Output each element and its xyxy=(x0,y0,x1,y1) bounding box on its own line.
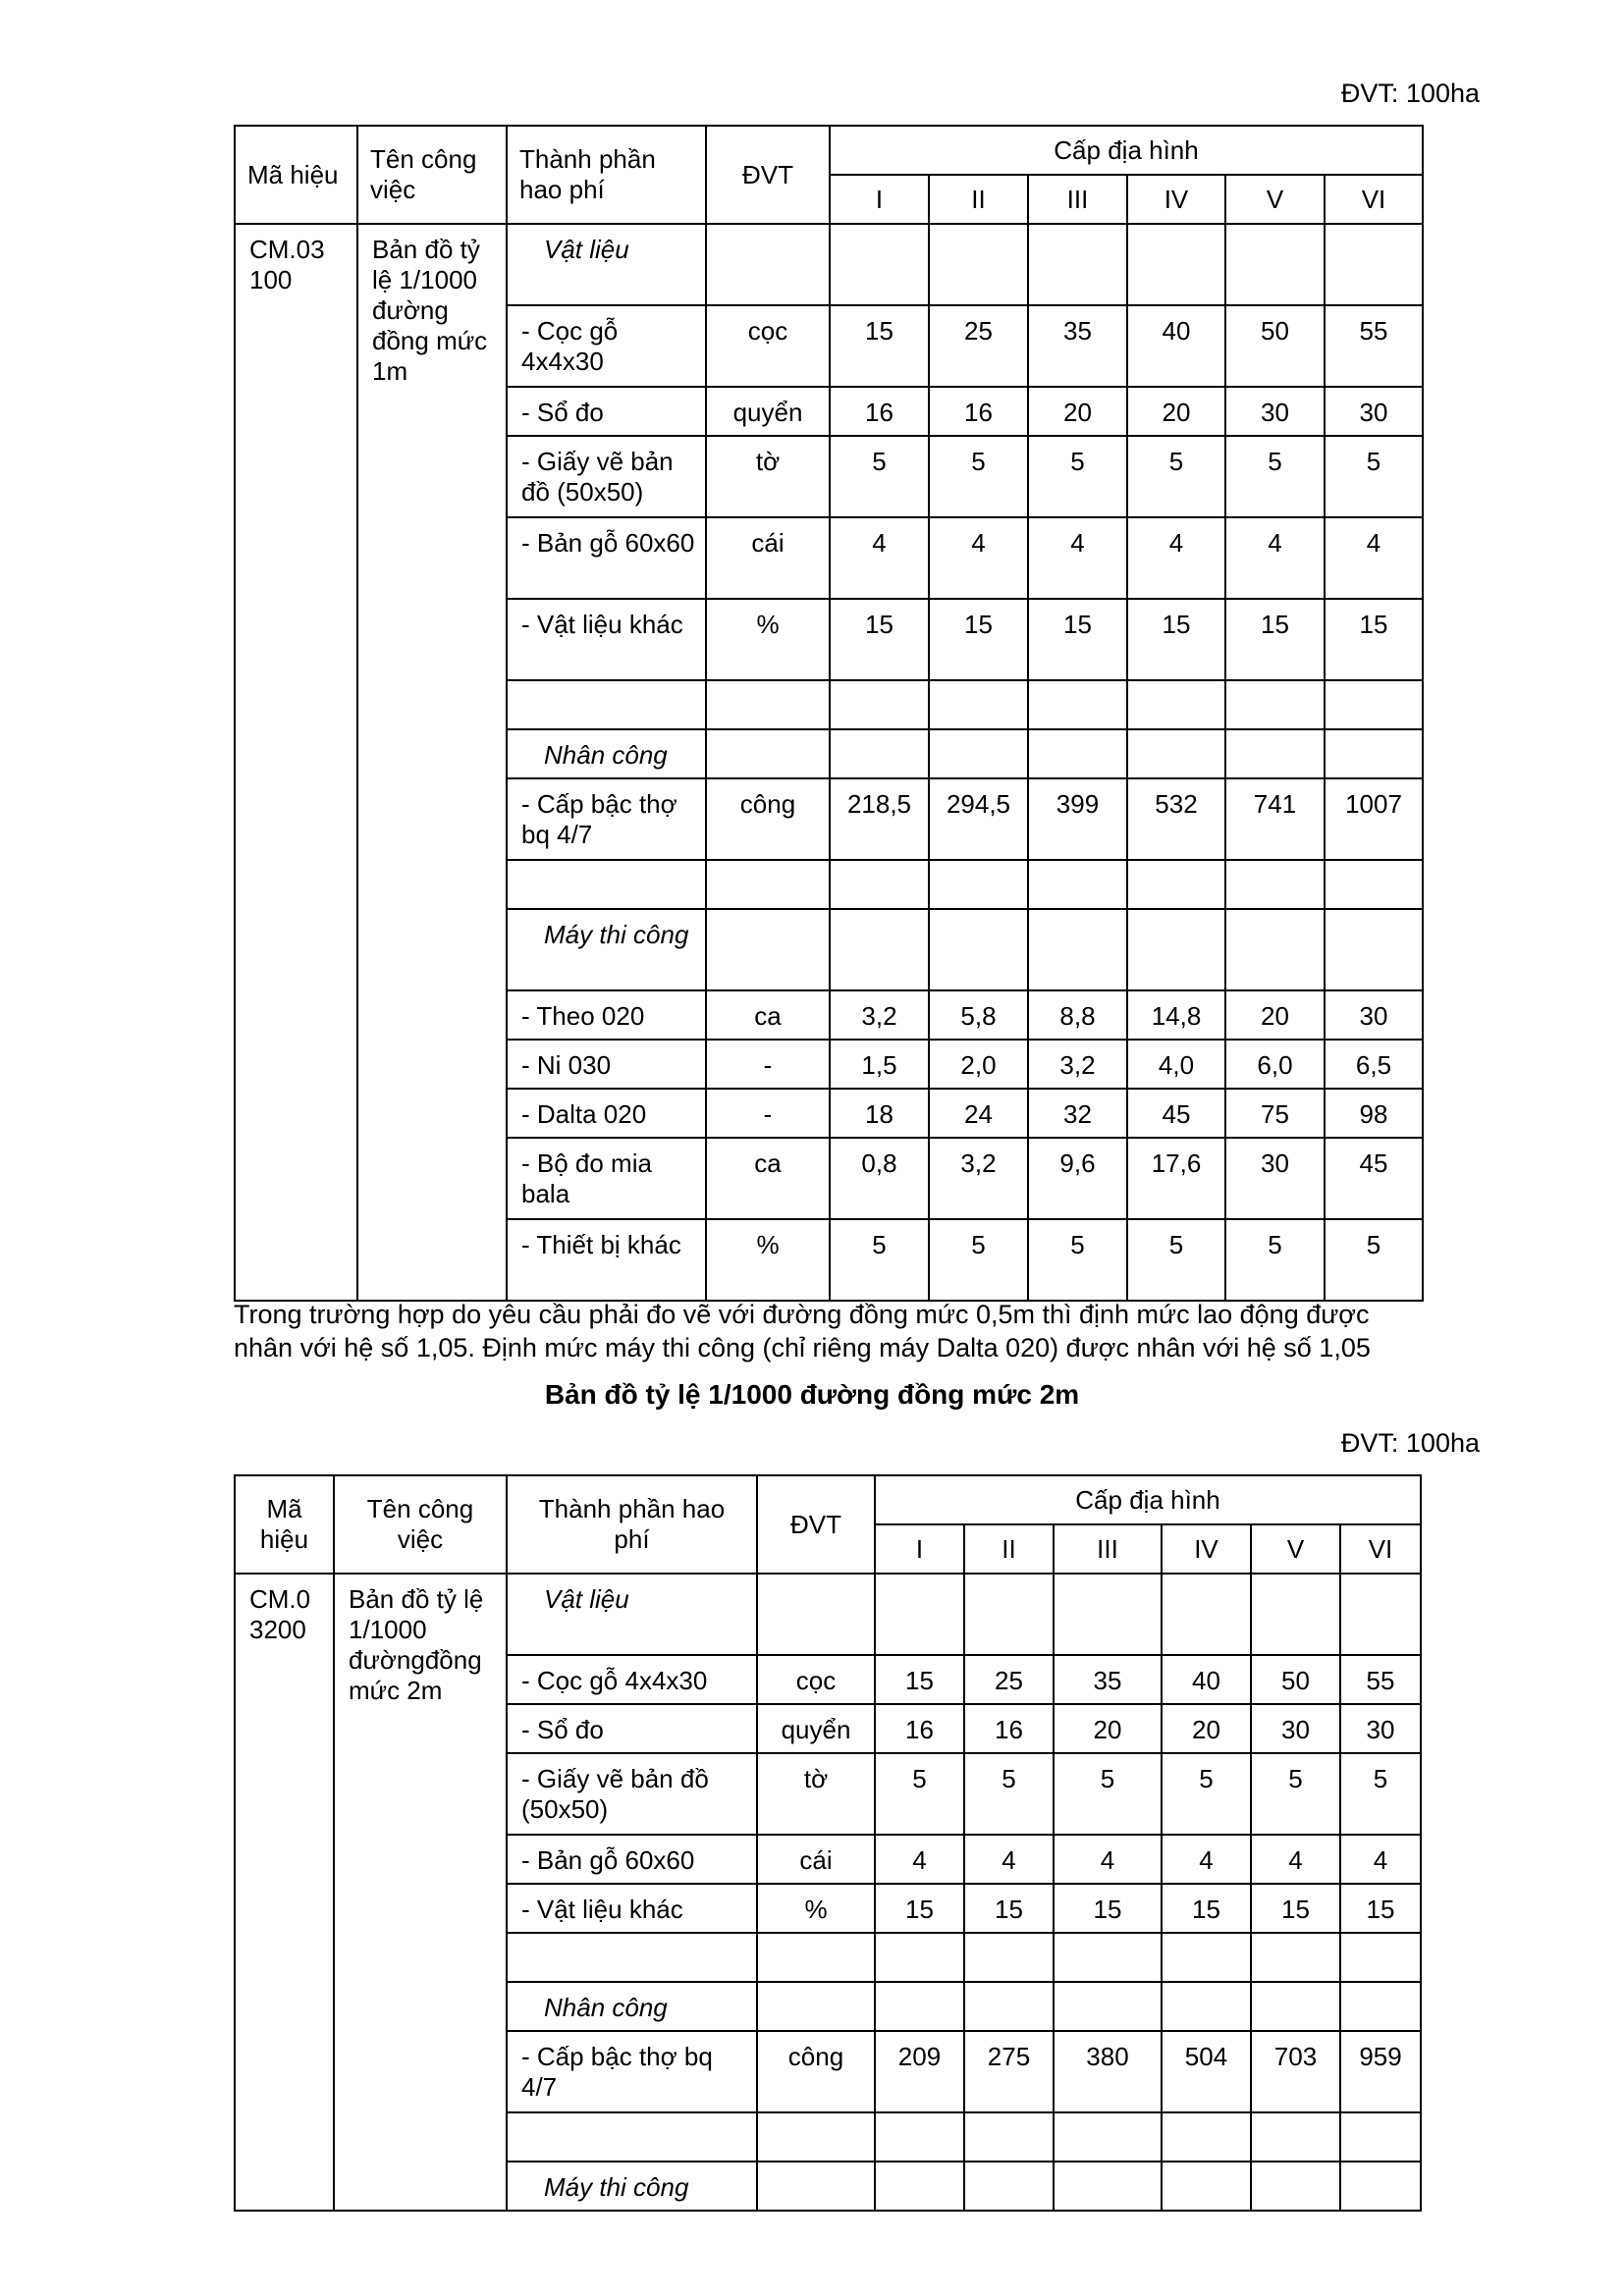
value-cell xyxy=(929,909,1028,990)
value-cell: 5 xyxy=(1127,1219,1225,1301)
value-cell: 1,5 xyxy=(830,1040,929,1089)
unit-cell: tờ xyxy=(706,436,830,517)
value-cell: 6,5 xyxy=(1325,1040,1423,1089)
value-cell: 4 xyxy=(830,517,929,599)
value-cell xyxy=(1340,1982,1421,2031)
value-cell: 9,6 xyxy=(1028,1138,1127,1219)
value-cell xyxy=(964,1933,1054,1982)
value-cell xyxy=(1340,1933,1421,1982)
table-row xyxy=(235,1574,1421,1655)
value-cell: 5 xyxy=(964,1753,1054,1835)
value-cell: 15 xyxy=(875,1884,964,1933)
value-cell xyxy=(1054,2112,1162,2162)
value-cell: 15 xyxy=(1028,599,1127,680)
value-cell xyxy=(929,860,1028,909)
component-name-cell: - Ni 030 xyxy=(507,1040,706,1089)
value-cell: 4 xyxy=(1162,1835,1251,1884)
component-name-cell: - Cấp bậc thợ bq 4/7 xyxy=(507,2031,757,2112)
value-cell: 5 xyxy=(830,1219,929,1301)
value-cell xyxy=(1251,1574,1340,1655)
header-terrain: Cấp địa hình xyxy=(875,1475,1421,1524)
grade-cell: V xyxy=(1251,1524,1340,1574)
value-cell: 16 xyxy=(875,1704,964,1753)
value-cell xyxy=(1127,729,1225,778)
value-cell: 50 xyxy=(1225,305,1325,387)
unit-cell: - xyxy=(706,1040,830,1089)
value-cell xyxy=(1028,224,1127,305)
grade-cell: IV xyxy=(1127,175,1225,224)
value-cell: 532 xyxy=(1127,778,1225,860)
value-cell: 15 xyxy=(964,1884,1054,1933)
value-cell: 218,5 xyxy=(830,778,929,860)
unit-cell xyxy=(706,729,830,778)
unit-cell: % xyxy=(757,1884,875,1933)
value-cell xyxy=(1251,1982,1340,2031)
value-cell: 15 xyxy=(1251,1884,1340,1933)
value-cell: 5 xyxy=(1028,1219,1127,1301)
task-name-cell: Bản đồ tỷ lệ 1/1000 đường đồng mức 1m xyxy=(357,224,507,1301)
value-cell xyxy=(1225,860,1325,909)
header-work: Tên công việc xyxy=(357,126,507,224)
value-cell: 5 xyxy=(1028,436,1127,517)
component-name-cell: - Giấy vẽ bản đồ (50x50) xyxy=(507,436,706,517)
component-name-cell xyxy=(507,1933,757,1982)
value-cell: 45 xyxy=(1127,1089,1225,1138)
component-name-cell: - Theo 020 xyxy=(507,990,706,1040)
component-name-cell xyxy=(507,860,706,909)
value-cell: 4 xyxy=(929,517,1028,599)
value-cell: 15 xyxy=(1225,599,1325,680)
value-cell xyxy=(830,729,929,778)
value-cell: 4,0 xyxy=(1127,1040,1225,1089)
grade-cell: II xyxy=(964,1524,1054,1574)
unit-cell xyxy=(706,860,830,909)
unit-cell xyxy=(757,1933,875,1982)
value-cell: 15 xyxy=(875,1655,964,1704)
value-cell: 98 xyxy=(1325,1089,1423,1138)
grade-cell: VI xyxy=(1340,1524,1421,1574)
value-cell: 4 xyxy=(1325,517,1423,599)
value-cell: 25 xyxy=(929,305,1028,387)
unit-cell xyxy=(706,224,830,305)
value-cell: 20 xyxy=(1127,387,1225,436)
unit-cell xyxy=(757,1574,875,1655)
value-cell: 3,2 xyxy=(830,990,929,1040)
unit-label-2: ĐVT: 100ha xyxy=(1340,1428,1480,1458)
value-cell xyxy=(875,1933,964,1982)
header-component: Thành phần hao phí xyxy=(507,126,706,224)
value-cell: 5 xyxy=(1325,1219,1423,1301)
value-cell: 6,0 xyxy=(1225,1040,1325,1089)
value-cell: 5 xyxy=(1054,1753,1162,1835)
value-cell: 32 xyxy=(1028,1089,1127,1138)
component-name-cell: - Sổ đo xyxy=(507,387,706,436)
value-cell: 4 xyxy=(1054,1835,1162,1884)
value-cell: 55 xyxy=(1325,305,1423,387)
component-name-cell: - Dalta 020 xyxy=(507,1089,706,1138)
value-cell: 16 xyxy=(964,1704,1054,1753)
unit-cell xyxy=(757,2112,875,2162)
component-name-cell: - Cấp bậc thợ bq 4/7 xyxy=(507,778,706,860)
unit-cell: ca xyxy=(706,1138,830,1219)
value-cell xyxy=(1127,224,1225,305)
unit-cell: cái xyxy=(706,517,830,599)
value-cell xyxy=(1127,909,1225,990)
value-cell: 2,0 xyxy=(929,1040,1028,1089)
value-cell: 4 xyxy=(1127,517,1225,599)
value-cell xyxy=(964,2112,1054,2162)
value-cell: 15 xyxy=(929,599,1028,680)
value-cell: 40 xyxy=(1162,1655,1251,1704)
value-cell: 5 xyxy=(1162,1753,1251,1835)
value-cell: 16 xyxy=(830,387,929,436)
value-cell xyxy=(1162,2162,1251,2211)
grade-cell: III xyxy=(1028,175,1127,224)
value-cell: 399 xyxy=(1028,778,1127,860)
value-cell: 55 xyxy=(1340,1655,1421,1704)
value-cell xyxy=(1127,680,1225,729)
value-cell xyxy=(1054,1574,1162,1655)
value-cell: 5 xyxy=(875,1753,964,1835)
value-cell: 4 xyxy=(1225,517,1325,599)
unit-cell: ca xyxy=(706,990,830,1040)
unit-cell: cọc xyxy=(757,1655,875,1704)
value-cell: 703 xyxy=(1251,2031,1340,2112)
value-cell: 1007 xyxy=(1325,778,1423,860)
table-header-row xyxy=(235,126,1423,175)
component-name-cell: Máy thi công xyxy=(507,2162,757,2211)
header-unit: ĐVT xyxy=(706,126,830,224)
value-cell xyxy=(875,2112,964,2162)
value-cell: 8,8 xyxy=(1028,990,1127,1040)
table-header-row xyxy=(235,1475,1421,1524)
value-cell xyxy=(830,860,929,909)
value-cell xyxy=(1325,680,1423,729)
grade-cell: III xyxy=(1054,1524,1162,1574)
value-cell: 5 xyxy=(929,1219,1028,1301)
grade-cell: IV xyxy=(1162,1524,1251,1574)
value-cell xyxy=(875,1982,964,2031)
value-cell: 30 xyxy=(1225,1138,1325,1219)
value-cell xyxy=(964,1982,1054,2031)
value-cell: 20 xyxy=(1162,1704,1251,1753)
value-cell: 5 xyxy=(929,436,1028,517)
value-cell: 15 xyxy=(830,305,929,387)
unit-cell: % xyxy=(706,1219,830,1301)
value-cell: 24 xyxy=(929,1089,1028,1138)
value-cell xyxy=(1225,224,1325,305)
value-cell xyxy=(1028,909,1127,990)
value-cell xyxy=(1251,2162,1340,2211)
value-cell: 15 xyxy=(1340,1884,1421,1933)
value-cell: 75 xyxy=(1225,1089,1325,1138)
value-cell: 30 xyxy=(1251,1704,1340,1753)
value-cell: 4 xyxy=(1028,517,1127,599)
grade-cell: I xyxy=(830,175,929,224)
component-name-cell: - Giấy vẽ bản đồ (50x50) xyxy=(507,1753,757,1835)
value-cell: 16 xyxy=(929,387,1028,436)
unit-cell xyxy=(757,2162,875,2211)
value-cell: 45 xyxy=(1325,1138,1423,1219)
table-row xyxy=(235,224,1423,305)
value-cell: 5 xyxy=(1251,1753,1340,1835)
header-code: Mã hiệu xyxy=(235,1475,334,1574)
unit-cell: quyển xyxy=(706,387,830,436)
unit-cell xyxy=(706,909,830,990)
value-cell: 5 xyxy=(1127,436,1225,517)
grade-cell: II xyxy=(929,175,1028,224)
component-name-cell: - Vật liệu khác xyxy=(507,1884,757,1933)
value-cell xyxy=(964,1574,1054,1655)
value-cell xyxy=(875,2162,964,2211)
value-cell: 30 xyxy=(1325,387,1423,436)
task-code-cell: CM.03 100 xyxy=(235,224,357,1301)
value-cell xyxy=(1340,1574,1421,1655)
norm-table-2 xyxy=(234,1474,1422,2212)
component-name-cell: Nhân công xyxy=(507,1982,757,2031)
section-heading: Bản đồ tỷ lệ 1/1000 đường đồng mức 2m xyxy=(544,1379,1080,1410)
value-cell xyxy=(1162,1982,1251,2031)
unit-cell: tờ xyxy=(757,1753,875,1835)
value-cell: 3,2 xyxy=(929,1138,1028,1219)
value-cell xyxy=(1225,729,1325,778)
value-cell xyxy=(830,224,929,305)
value-cell xyxy=(929,729,1028,778)
value-cell: 15 xyxy=(830,599,929,680)
component-name-cell: Nhân công xyxy=(507,729,706,778)
grade-cell: VI xyxy=(1325,175,1423,224)
value-cell: 4 xyxy=(1340,1835,1421,1884)
component-name-cell xyxy=(507,680,706,729)
grade-cell: V xyxy=(1225,175,1325,224)
value-cell: 15 xyxy=(1127,599,1225,680)
value-cell: 209 xyxy=(875,2031,964,2112)
value-cell: 30 xyxy=(1225,387,1325,436)
component-name-cell: - Vật liệu khác xyxy=(507,599,706,680)
unit-cell: cái xyxy=(757,1835,875,1884)
value-cell xyxy=(1340,2112,1421,2162)
unit-cell: cọc xyxy=(706,305,830,387)
value-cell: 5 xyxy=(1340,1753,1421,1835)
value-cell: 20 xyxy=(1054,1704,1162,1753)
value-cell: 294,5 xyxy=(929,778,1028,860)
value-cell: 15 xyxy=(1162,1884,1251,1933)
value-cell: 4 xyxy=(875,1835,964,1884)
value-cell: 275 xyxy=(964,2031,1054,2112)
unit-cell xyxy=(706,680,830,729)
value-cell: 40 xyxy=(1127,305,1225,387)
value-cell xyxy=(1162,1933,1251,1982)
value-cell: 50 xyxy=(1251,1655,1340,1704)
value-cell xyxy=(1225,909,1325,990)
component-name-cell: - Bộ đo mia bala xyxy=(507,1138,706,1219)
note-paragraph: Trong trường hợp do yêu cầu phải đo vẽ với đường đồng mức 0,5m thì định mức lao động được nhân với hệ số 1,05. Định mức máy thi công (chỉ riêng máy Dalta 020) được nhân với hệ số 1,05 xyxy=(234,1300,1371,1362)
header-terrain: Cấp địa hình xyxy=(830,126,1423,175)
value-cell xyxy=(1325,729,1423,778)
value-cell: 30 xyxy=(1340,1704,1421,1753)
value-cell: 5,8 xyxy=(929,990,1028,1040)
value-cell xyxy=(830,680,929,729)
component-name-cell: - Sổ đo xyxy=(507,1704,757,1753)
value-cell: 18 xyxy=(830,1089,929,1138)
value-cell xyxy=(964,2162,1054,2211)
value-cell xyxy=(830,909,929,990)
value-cell: 3,2 xyxy=(1028,1040,1127,1089)
value-cell: 380 xyxy=(1054,2031,1162,2112)
value-cell xyxy=(1054,1982,1162,2031)
component-name-cell: - Cọc gỗ 4x4x30 xyxy=(507,305,706,387)
task-name-cell: Bản đồ tỷ lệ 1/1000 đườngđồng mức 2m xyxy=(334,1574,507,2211)
unit-cell: - xyxy=(706,1089,830,1138)
value-cell: 20 xyxy=(1028,387,1127,436)
value-cell: 4 xyxy=(964,1835,1054,1884)
value-cell: 0,8 xyxy=(830,1138,929,1219)
value-cell: 20 xyxy=(1225,990,1325,1040)
value-cell: 504 xyxy=(1162,2031,1251,2112)
value-cell xyxy=(1325,909,1423,990)
value-cell xyxy=(1340,2162,1421,2211)
header-unit: ĐVT xyxy=(757,1475,875,1574)
value-cell xyxy=(1325,224,1423,305)
unit-cell: % xyxy=(706,599,830,680)
value-cell: 5 xyxy=(1225,1219,1325,1301)
value-cell xyxy=(1325,860,1423,909)
value-cell: 35 xyxy=(1054,1655,1162,1704)
value-cell xyxy=(1251,2112,1340,2162)
unit-cell: quyển xyxy=(757,1704,875,1753)
value-cell: 25 xyxy=(964,1655,1054,1704)
value-cell xyxy=(1127,860,1225,909)
value-cell xyxy=(929,224,1028,305)
value-cell xyxy=(1054,1933,1162,1982)
value-cell: 959 xyxy=(1340,2031,1421,2112)
unit-cell xyxy=(757,1982,875,2031)
value-cell xyxy=(1054,2162,1162,2211)
unit-cell: công xyxy=(706,778,830,860)
value-cell: 30 xyxy=(1325,990,1423,1040)
component-name-cell xyxy=(507,2112,757,2162)
value-cell xyxy=(1162,1574,1251,1655)
grade-cell: I xyxy=(875,1524,964,1574)
value-cell xyxy=(1251,1933,1340,1982)
component-name-cell: Máy thi công xyxy=(507,909,706,990)
value-cell: 15 xyxy=(1054,1884,1162,1933)
value-cell xyxy=(875,1574,964,1655)
component-name-cell: - Bản gỗ 60x60 xyxy=(507,1835,757,1884)
value-cell xyxy=(1028,680,1127,729)
unit-cell: công xyxy=(757,2031,875,2112)
value-cell xyxy=(1028,860,1127,909)
value-cell xyxy=(929,680,1028,729)
norm-table-1 xyxy=(234,125,1424,1302)
value-cell: 5 xyxy=(1325,436,1423,517)
component-name-cell: - Thiết bị khác xyxy=(507,1219,706,1301)
value-cell: 14,8 xyxy=(1127,990,1225,1040)
component-name-cell: - Cọc gỗ 4x4x30 xyxy=(507,1655,757,1704)
component-name-cell: Vật liệu xyxy=(507,1574,757,1655)
value-cell xyxy=(1162,2112,1251,2162)
value-cell: 17,6 xyxy=(1127,1138,1225,1219)
header-work: Tên công việc xyxy=(334,1475,507,1574)
value-cell: 4 xyxy=(1251,1835,1340,1884)
unit-label-1: ĐVT: 100ha xyxy=(1340,79,1480,108)
value-cell: 5 xyxy=(1225,436,1325,517)
task-code-cell: CM.0 3200 xyxy=(235,1574,334,2211)
component-name-cell: Vật liệu xyxy=(507,224,706,305)
value-cell: 15 xyxy=(1325,599,1423,680)
value-cell xyxy=(1028,729,1127,778)
component-name-cell: - Bản gỗ 60x60 xyxy=(507,517,706,599)
value-cell: 741 xyxy=(1225,778,1325,860)
header-component: Thành phần hao phí xyxy=(507,1475,757,1574)
value-cell: 35 xyxy=(1028,305,1127,387)
value-cell xyxy=(1225,680,1325,729)
value-cell: 5 xyxy=(830,436,929,517)
header-code: Mã hiệu xyxy=(235,126,357,224)
